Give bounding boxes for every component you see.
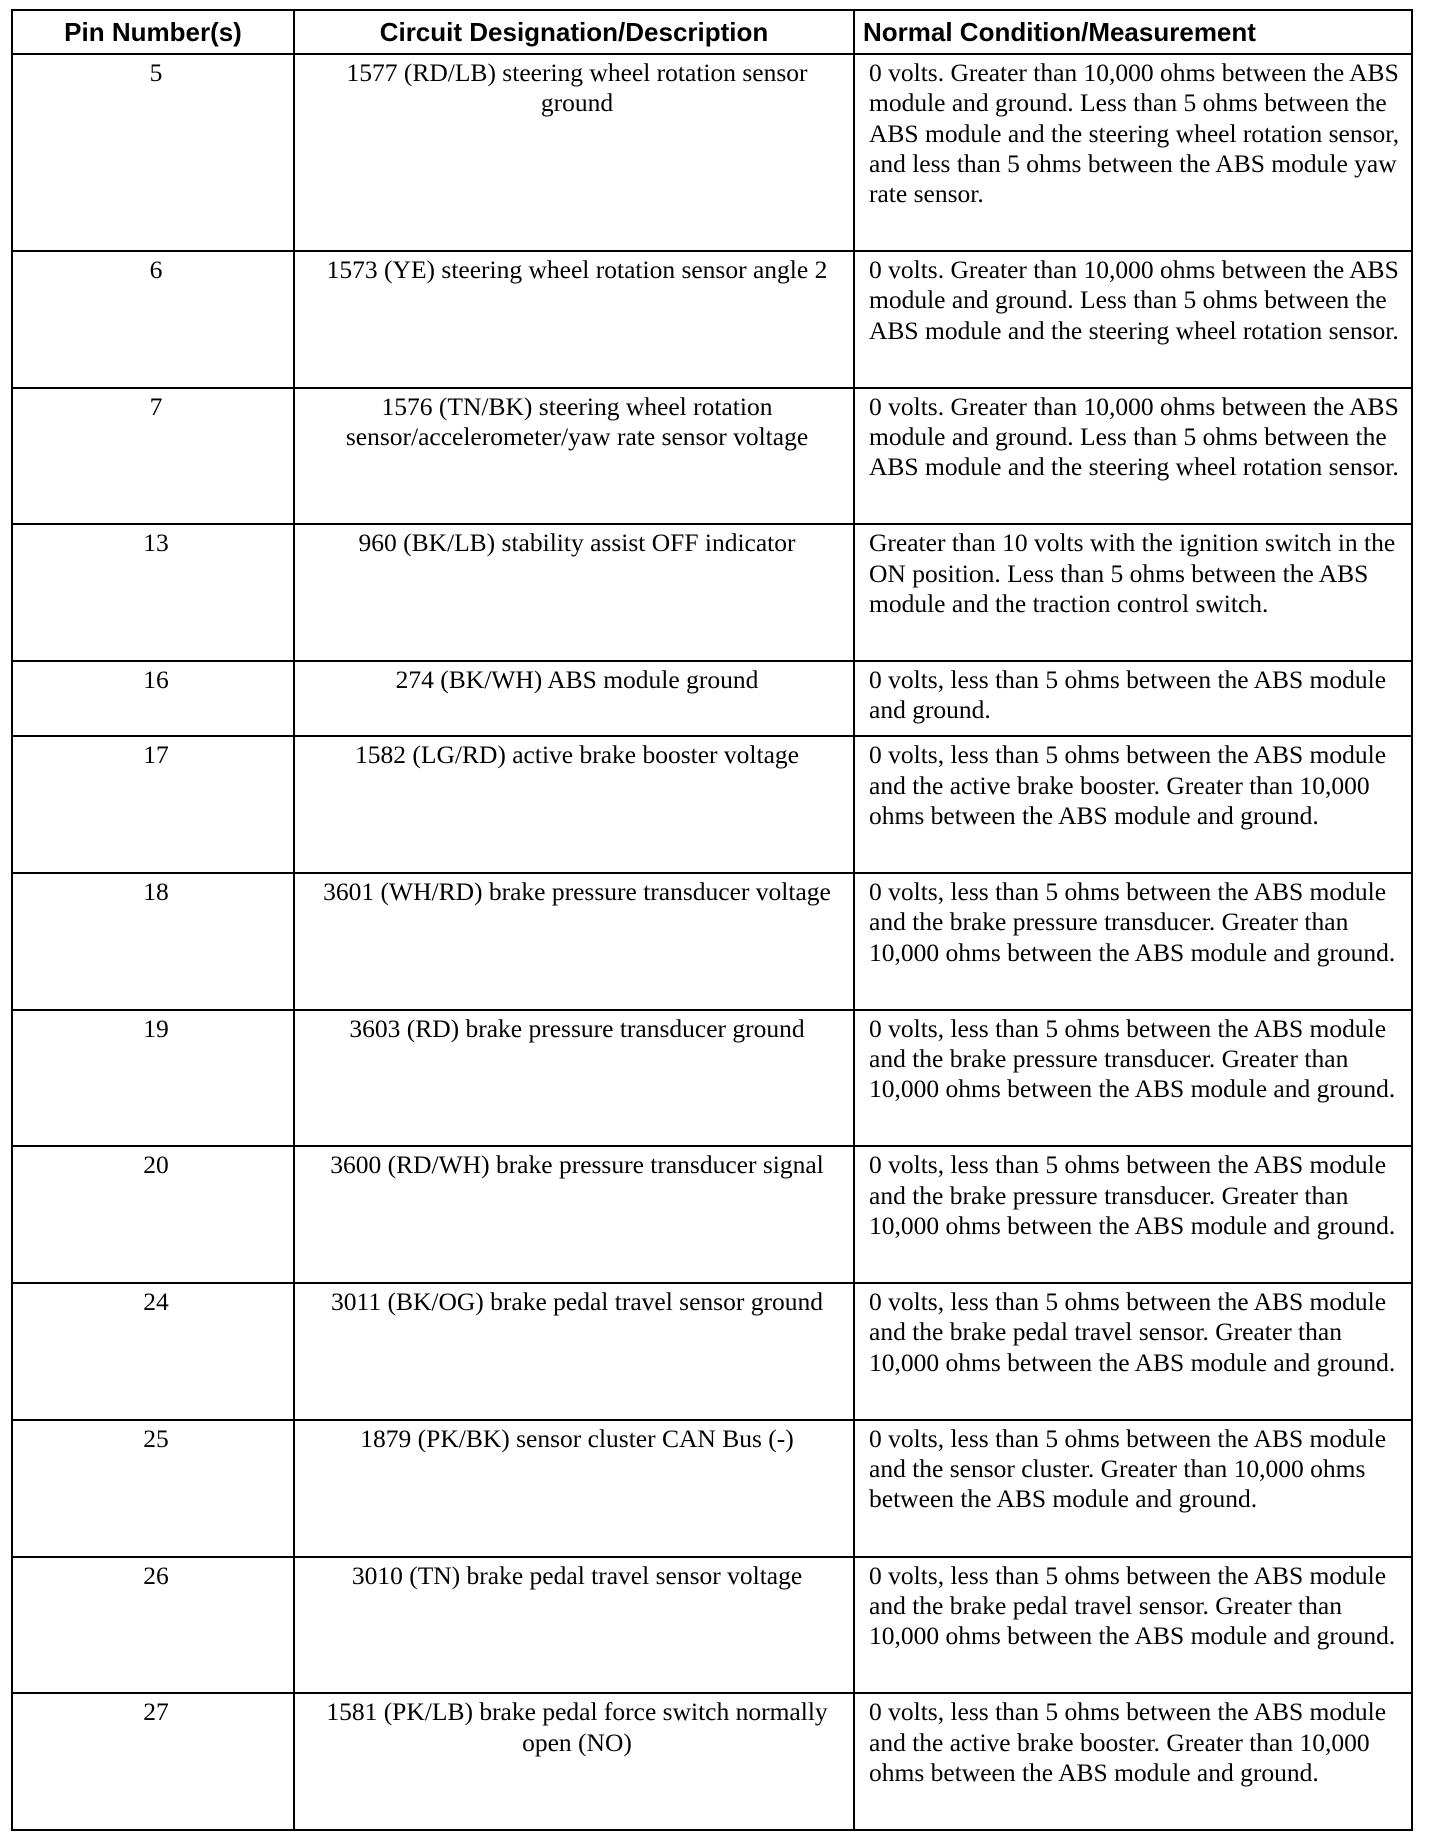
pin-number-cell: 17 bbox=[12, 736, 294, 873]
pin-number-cell: 6 bbox=[12, 251, 294, 388]
pin-number-cell: 24 bbox=[12, 1283, 294, 1420]
circuit-description-cell: 1582 (LG/RD) active brake booster voltage bbox=[294, 736, 854, 873]
normal-condition-cell: Greater than 10 volts with the ignition switch in the ON position. Less than 5 ohms between the ABS module and the traction control switch. bbox=[854, 524, 1412, 661]
circuit-description-cell: 1577 (RD/LB) steering wheel rotation sensor ground bbox=[294, 54, 854, 251]
circuit-description-cell: 960 (BK/LB) stability assist OFF indicator bbox=[294, 524, 854, 661]
table-row bbox=[12, 1010, 1412, 1147]
normal-condition-cell: 0 volts, less than 5 ohms between the ABS module and ground. bbox=[854, 661, 1412, 736]
pin-number-cell: 19 bbox=[12, 1010, 294, 1147]
table-row bbox=[12, 54, 1412, 251]
circuit-description-cell: 3011 (BK/OG) brake pedal travel sensor ground bbox=[294, 1283, 854, 1420]
table-row bbox=[12, 524, 1412, 661]
table-row bbox=[12, 1420, 1412, 1557]
circuit-description-cell: 3010 (TN) brake pedal travel sensor voltage bbox=[294, 1557, 854, 1694]
header-normal-condition: Normal Condition/Measurement bbox=[854, 10, 1412, 54]
normal-condition-cell: 0 volts. Greater than 10,000 ohms between the ABS module and ground. Less than 5 ohms between the ABS module and the steering wheel rotation sensor. bbox=[854, 251, 1412, 388]
pin-number-cell: 16 bbox=[12, 661, 294, 736]
normal-condition-cell: 0 volts, less than 5 ohms between the ABS module and the brake pressure transducer. Greater than 10,000 ohms between the ABS module and ground. bbox=[854, 1010, 1412, 1147]
normal-condition-cell: 0 volts, less than 5 ohms between the ABS module and the brake pressure transducer. Greater than 10,000 ohms between the ABS module and ground. bbox=[854, 1146, 1412, 1283]
pin-number-cell: 7 bbox=[12, 388, 294, 525]
pin-number-cell: 13 bbox=[12, 524, 294, 661]
table-row bbox=[12, 388, 1412, 525]
normal-condition-cell: 0 volts, less than 5 ohms between the ABS module and the sensor cluster. Greater than 10,000 ohms between the ABS module and ground. bbox=[854, 1420, 1412, 1557]
pin-number-cell: 20 bbox=[12, 1146, 294, 1283]
table-row bbox=[12, 661, 1412, 736]
normal-condition-cell: 0 volts, less than 5 ohms between the ABS module and the brake pressure transducer. Greater than 10,000 ohms between the ABS module and ground. bbox=[854, 873, 1412, 1010]
pin-number-cell: 27 bbox=[12, 1693, 294, 1830]
pin-number-cell: 18 bbox=[12, 873, 294, 1010]
table-row bbox=[12, 1146, 1412, 1283]
header-circuit-description: Circuit Designation/Description bbox=[294, 10, 854, 54]
table-row bbox=[12, 1557, 1412, 1694]
table-row bbox=[12, 736, 1412, 873]
table-header-row bbox=[12, 10, 1412, 54]
circuit-description-cell: 1573 (YE) steering wheel rotation sensor angle 2 bbox=[294, 251, 854, 388]
table-row bbox=[12, 873, 1412, 1010]
circuit-description-cell: 1576 (TN/BK) steering wheel rotation sensor/accelerometer/yaw rate sensor voltage bbox=[294, 388, 854, 525]
circuit-description-cell: 1879 (PK/BK) sensor cluster CAN Bus (-) bbox=[294, 1420, 854, 1557]
circuit-description-cell: 3603 (RD) brake pressure transducer ground bbox=[294, 1010, 854, 1147]
normal-condition-cell: 0 volts. Greater than 10,000 ohms between the ABS module and ground. Less than 5 ohms between the ABS module and the steering wheel rotation sensor. bbox=[854, 388, 1412, 525]
circuit-description-cell: 3601 (WH/RD) brake pressure transducer voltage bbox=[294, 873, 854, 1010]
table-row bbox=[12, 1693, 1412, 1830]
table-row bbox=[12, 251, 1412, 388]
normal-condition-cell: 0 volts, less than 5 ohms between the ABS module and the active brake booster. Greater than 10,000 ohms between the ABS module and ground. bbox=[854, 736, 1412, 873]
normal-condition-cell: 0 volts, less than 5 ohms between the ABS module and the brake pedal travel sensor. Greater than 10,000 ohms between the ABS module and ground. bbox=[854, 1283, 1412, 1420]
table-row bbox=[12, 1283, 1412, 1420]
normal-condition-cell: 0 volts. Greater than 10,000 ohms between the ABS module and ground. Less than 5 ohms between the ABS module and the steering wheel rotation sensor, and less than 5 ohms between the ABS module yaw rate sensor. bbox=[854, 54, 1412, 251]
circuit-description-cell: 274 (BK/WH) ABS module ground bbox=[294, 661, 854, 736]
normal-condition-cell: 0 volts, less than 5 ohms between the ABS module and the active brake booster. Greater than 10,000 ohms between the ABS module and ground. bbox=[854, 1693, 1412, 1830]
normal-condition-cell: 0 volts, less than 5 ohms between the ABS module and the brake pedal travel sensor. Greater than 10,000 ohms between the ABS module and ground. bbox=[854, 1557, 1412, 1694]
pin-number-cell: 25 bbox=[12, 1420, 294, 1557]
header-pin-numbers: Pin Number(s) bbox=[12, 10, 294, 54]
circuit-description-cell: 1581 (PK/LB) brake pedal force switch normally open (NO) bbox=[294, 1693, 854, 1830]
pin-number-cell: 5 bbox=[12, 54, 294, 251]
pin-table bbox=[11, 9, 1413, 1831]
pin-number-cell: 26 bbox=[12, 1557, 294, 1694]
circuit-description-cell: 3600 (RD/WH) brake pressure transducer signal bbox=[294, 1146, 854, 1283]
